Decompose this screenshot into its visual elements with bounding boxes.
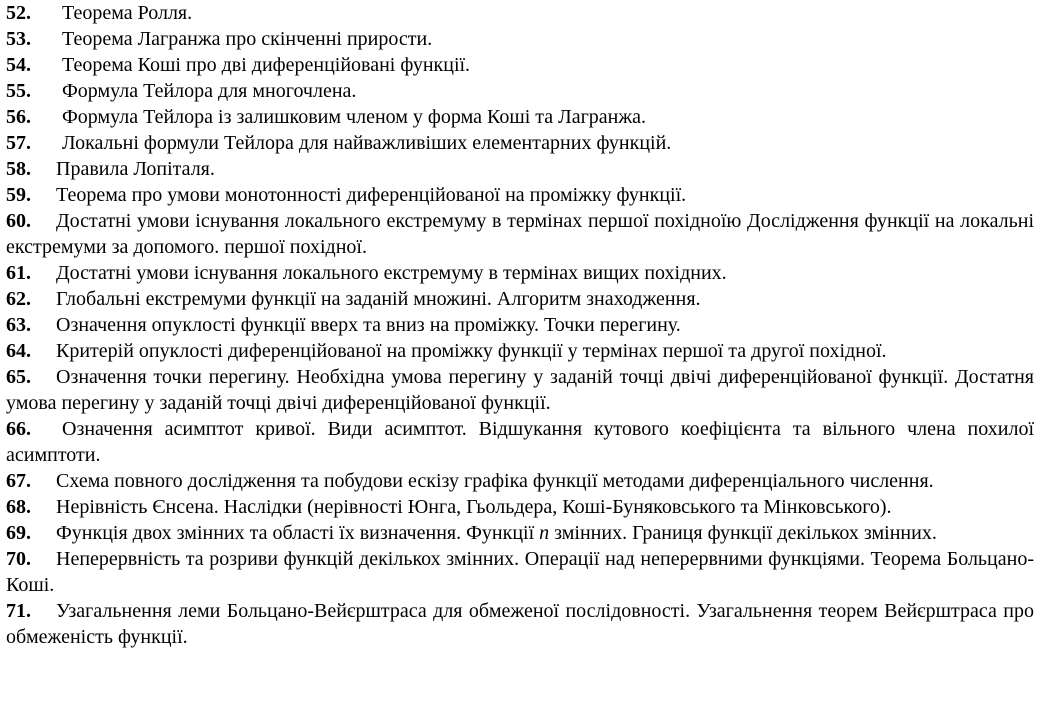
item-number: 63. xyxy=(6,314,31,336)
item-number: 70. xyxy=(6,548,31,570)
item-number: 60. xyxy=(6,210,31,232)
item-number: 55. xyxy=(6,80,31,102)
item-number: 64. xyxy=(6,340,31,362)
document-page xyxy=(6,0,1034,650)
list-item-57 xyxy=(6,130,1034,156)
item-text: Достатні умови існування локального екстремуму в термінах першої похідноїю Дослідження функції на локальні екстремуми за допомого. першої похідної. xyxy=(6,210,1034,258)
item-text-before: Функція двох змінних та області їх визначення. Функції xyxy=(56,522,540,544)
list-item-67 xyxy=(6,468,1034,494)
list-item-53 xyxy=(6,26,1034,52)
item-text: Схема повного дослідження та побудови ескізу графіка функції методами диференціального числення. xyxy=(56,470,934,492)
item-text: Нерівність Єнсена. Наслідки (нерівності Юнга, Гьольдера, Коші-Буняковського та Мінковського). xyxy=(56,496,892,518)
item-text: Локальні формули Тейлора для найважливіших елементарних функцій. xyxy=(62,132,672,154)
item-number: 56. xyxy=(6,106,31,128)
list-item-66 xyxy=(6,416,1034,468)
item-text: Глобальні екстремуми функції на заданій множині. Алгоритм знаходження. xyxy=(56,288,701,310)
list-item-64 xyxy=(6,338,1034,364)
list-item-62 xyxy=(6,286,1034,312)
item-text: Теорема Лагранжа про скінченні прирости. xyxy=(62,28,433,50)
list-item-61 xyxy=(6,260,1034,286)
item-text: Узагальнення леми Больцано-Вейєрштраса для обмеженої послідовності. Узагальнення теорем Вейєрштраса про обмеженість функції. xyxy=(6,600,1034,648)
item-text: Теорема про умови монотонності диференційованої на проміжку функції. xyxy=(56,184,687,206)
item-text: Формула Тейлора для многочлена. xyxy=(62,80,357,102)
item-number: 71. xyxy=(6,600,31,622)
item-text: Формула Тейлора із залишковим членом у форма Коші та Лагранжа. xyxy=(62,106,647,128)
list-item-59 xyxy=(6,182,1034,208)
item-text: Неперервність та розриви функцій декількох змінних. Операції над неперервними функціями. Теорема Больцано-Коші. xyxy=(6,548,1034,596)
item-text: Теорема Ролля. xyxy=(62,2,193,24)
item-number: 65. xyxy=(6,366,31,388)
item-number: 58. xyxy=(6,158,31,180)
item-text: Означення асимптот кривої. Види асимптот. Відшукання кутового коефіцієнта та вільного члена похилої асимптоти. xyxy=(6,418,1034,466)
list-item-52 xyxy=(6,0,1034,26)
item-number: 66. xyxy=(6,418,31,440)
list-item-63 xyxy=(6,312,1034,338)
item-text: Критерій опуклості диференційованої на проміжку функції у термінах першої та другої похідної. xyxy=(56,340,887,362)
list-item-55 xyxy=(6,78,1034,104)
item-number: 59. xyxy=(6,184,31,206)
item-text: Означення точки перегину. Необхідна умова перегину у заданій точці двічі диференційованої функції. Достатня умова перегину у заданій точці двічі диференційованої функції. xyxy=(6,366,1034,414)
item-number: 57. xyxy=(6,132,31,154)
list-item-68 xyxy=(6,494,1034,520)
list-item-65 xyxy=(6,364,1034,416)
list-item-71 xyxy=(6,598,1034,650)
list-item-56 xyxy=(6,104,1034,130)
item-number: 54. xyxy=(6,54,31,76)
item-number: 61. xyxy=(6,262,31,284)
list-item-60 xyxy=(6,208,1034,260)
item-number: 52. xyxy=(6,2,31,24)
item-text-after: змінних. Границя функції декількох змінних. xyxy=(549,522,937,544)
list-item-69 xyxy=(6,520,1034,546)
item-number: 68. xyxy=(6,496,31,518)
item-text-italic: n xyxy=(539,522,550,544)
item-text: Теорема Коші про дві диференційовані функції. xyxy=(62,54,471,76)
item-text: Правила Лопіталя. xyxy=(56,158,215,180)
item-number: 69. xyxy=(6,522,31,544)
item-number: 53. xyxy=(6,28,31,50)
item-text: Достатні умови існування локального екстремуму в термінах вищих похідних. xyxy=(56,262,727,284)
item-text: Означення опуклості функції вверх та вниз на проміжку. Точки перегину. xyxy=(56,314,681,336)
list-item-54 xyxy=(6,52,1034,78)
list-item-70 xyxy=(6,546,1034,598)
list-item-58 xyxy=(6,156,1034,182)
item-number: 67. xyxy=(6,470,31,492)
item-number: 62. xyxy=(6,288,31,310)
